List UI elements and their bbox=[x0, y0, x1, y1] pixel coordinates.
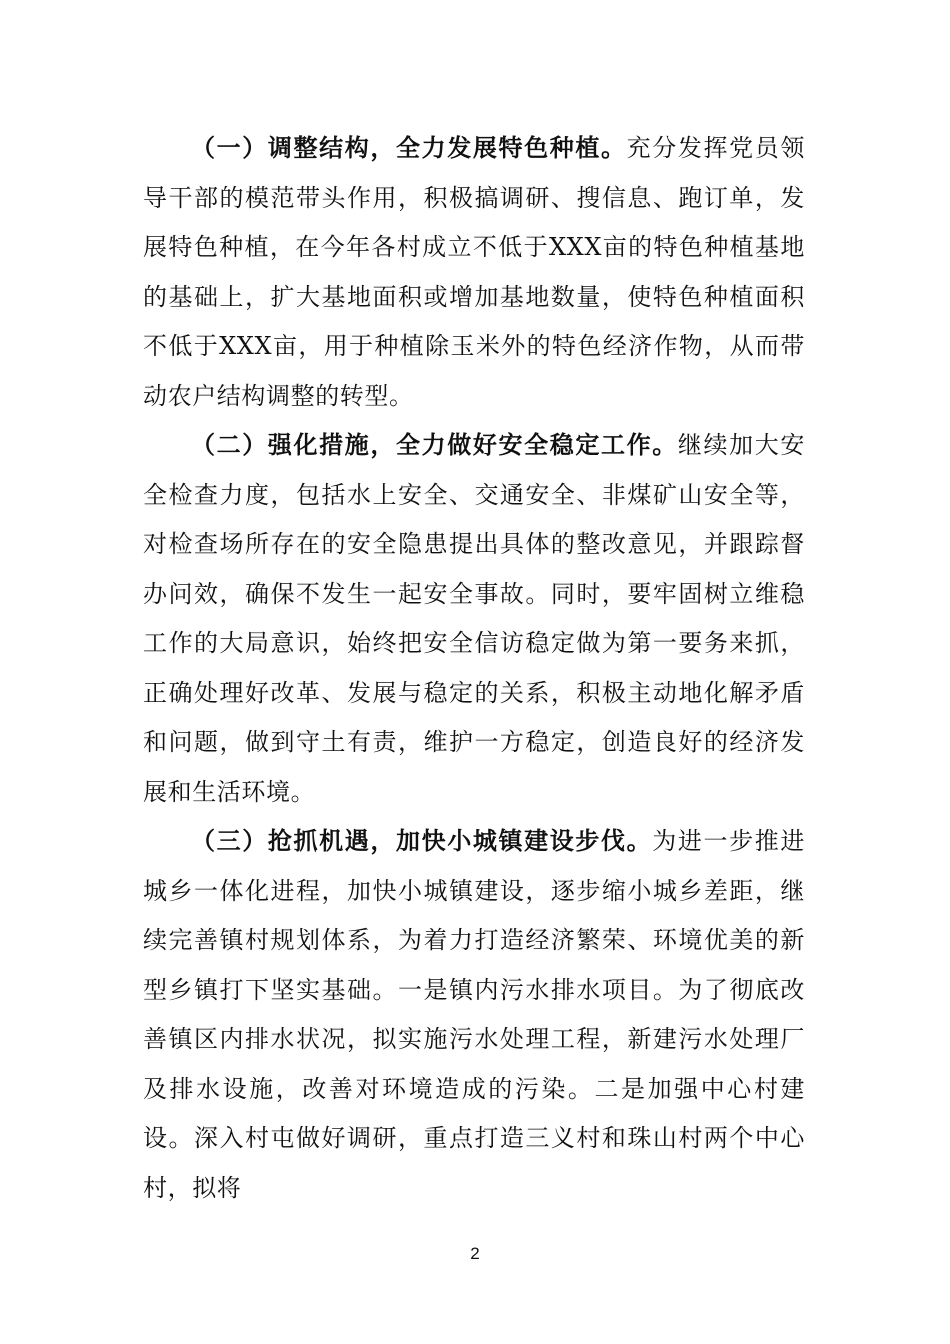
paragraph-1-heading: （一）调整结构，全力发展特色种植。 bbox=[191, 134, 627, 162]
paragraph-2 bbox=[143, 421, 805, 817]
paragraph-3 bbox=[143, 817, 805, 1213]
paragraph-1 bbox=[143, 124, 805, 421]
document-body bbox=[143, 124, 805, 1213]
paragraph-3-text: 为进一步推进城乡一体化进程，加快小城镇建设，逐步缩小城乡差距，继续完善镇村规划体系，为着力打造经济繁荣、环境优美的新型乡镇打下坚实基础。一是镇内污水排水项目。为了彻底改善镇区内排水状况，拟实施污水处理工程，新建污水处理厂及排水设施，改善对环境造成的污染。二是加强中心村建设。深入村屯做好调研，重点打造三义村和珠山村两个中心村，拟将 bbox=[143, 827, 805, 1202]
paragraph-2-text: 继续加大安全检查力度，包括水上安全、交通安全、非煤矿山安全等，对检查场所存在的安全隐患提出具体的整改意见，并跟踪督办问效，确保不发生一起安全事故。同时，要牢固树立维稳工作的大局意识，始终把安全信访稳定做为第一要务来抓，正确处理好改革、发展与稳定的关系，积极主动地化解矛盾和问题，做到守土有责，维护一方稳定，创造良好的经济发展和生活环境。 bbox=[143, 431, 805, 806]
paragraph-1-text: 充分发挥党员领导干部的模范带头作用，积极搞调研、搜信息、跑订单，发展特色种植，在今年各村成立不低于XXX亩的特色种植基地的基础上，扩大基地面积或增加基地数量，使特色种植面积不低于XXX亩，用于种植除玉米外的特色经济作物，从而带动农户结构调整的转型。 bbox=[143, 134, 805, 410]
page-number: 2 bbox=[470, 1244, 480, 1263]
paragraph-2-heading: （二）强化措施，全力做好安全稳定工作。 bbox=[191, 431, 678, 459]
paragraph-3-heading: （三）抢抓机遇，加快小城镇建设步伐。 bbox=[191, 827, 653, 855]
